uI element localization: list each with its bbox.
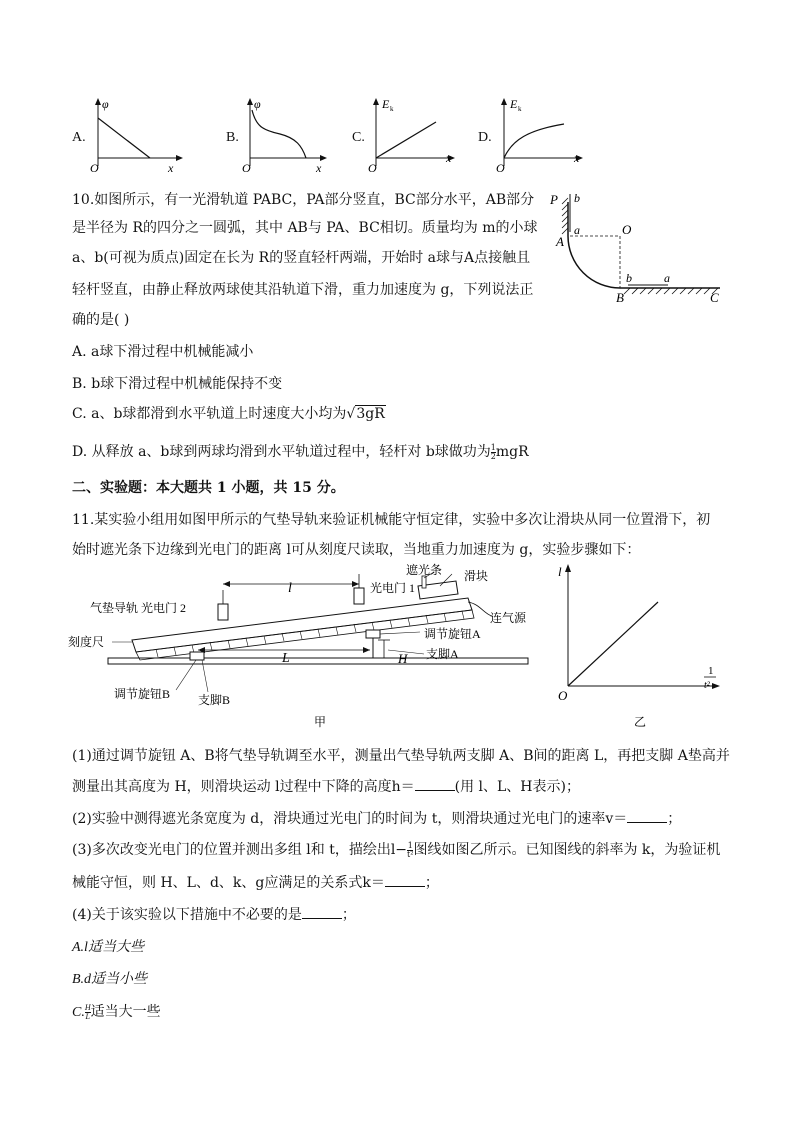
label-air-source: 连气源 — [490, 611, 527, 625]
fraction-denominator: L — [85, 1011, 90, 1021]
label-l: l — [288, 581, 292, 596]
label-o: O — [622, 222, 632, 237]
q11-intro-2: 始时遮光条下边缘到光电门的距离 l可从刻度尺读取，当地重力加速度为 g，实验步骤如下： — [72, 542, 641, 558]
q11-2-line — [72, 808, 681, 829]
q9-a-xaxis: x — [168, 161, 174, 175]
q10-option-d-text: D. 从释放 a、b球到两球均滑到水平轨道过程中，轻杆对 b球做功为 — [72, 444, 491, 460]
fraction-numerator: 1 — [407, 840, 413, 850]
q9-option-a-label: A. — [72, 130, 86, 145]
label-knob-b: 调节旋钮B — [114, 687, 171, 701]
label-b-bottom: b — [626, 271, 632, 285]
label-c: C — [710, 290, 719, 305]
q11-4-option-c-label: C. — [72, 1005, 85, 1020]
yi-xaxis-numerator: 1 — [708, 665, 714, 677]
q9-d-xaxis: x — [574, 151, 580, 165]
q10-option-c-radicand: 3gR — [356, 406, 385, 422]
q11-4-option-b: B.d适当小些 — [72, 972, 148, 987]
q11-2-suffix: ； — [667, 811, 682, 827]
label-slider: 滑块 — [464, 569, 489, 583]
q11-3-text-2: 械能守恒，则 H、L、d、k、g应满足的关系式k＝ — [72, 875, 385, 891]
q9-a-origin: O — [90, 161, 99, 175]
q10-option-c-text: C. a、b球都滑到水平轨道上时速度大小均为 — [72, 406, 347, 422]
q9-c-origin: O — [368, 161, 377, 175]
fraction-numerator: 1 — [490, 442, 496, 452]
yi-yaxis: l — [558, 564, 562, 579]
q11-1-line-2 — [72, 776, 580, 797]
label-big-l: L — [282, 651, 290, 666]
q9-c-xaxis: x — [446, 151, 452, 165]
label-a-point: A — [556, 234, 564, 249]
q9-option-b-label: B. — [226, 130, 239, 145]
q11-3-line-1 — [72, 840, 720, 860]
q9-option-c-graph — [366, 96, 466, 176]
label-a-bottom: a — [664, 271, 670, 285]
fraction-denominator: t² — [407, 849, 414, 859]
q11-3-text-cont: 图线如图乙所示。已知图线的斜率为 k，为验证机 — [413, 842, 721, 858]
q11-1-line-1: (1)通过调节旋钮 A、B将气垫导轨调至水平，测量出气垫导轨两支脚 A、B间的距离 L，再把支脚 A垫高并 — [72, 748, 730, 764]
fraction-denominator: 2 — [490, 451, 496, 461]
q11-4-suffix: ； — [341, 907, 356, 923]
q9-option-d-graph — [494, 96, 594, 176]
q11-2-text: (2)实验中测得遮光条宽度为 d，滑块通过光电门的时间为 t，则滑块通过光电门的速率v＝ — [72, 811, 628, 827]
l-vs-inverse-t2-graph — [554, 560, 734, 730]
q11-4-option-c-text: 适当大一些 — [90, 1004, 161, 1020]
label-b-point: B — [616, 290, 624, 305]
fraction-numerator: H — [84, 1002, 91, 1012]
label-h: H — [398, 651, 408, 666]
q11-4-option-c — [72, 1002, 161, 1023]
label-a-top: a — [574, 223, 580, 237]
q9-c-ysub: k — [390, 105, 394, 113]
q9-a-yaxis: φ — [102, 97, 109, 111]
q9-b-yaxis: φ — [254, 97, 261, 111]
q9-c-yaxis: E — [382, 97, 390, 111]
q11-4-answer-blank[interactable] — [302, 904, 342, 919]
q11-1-answer-blank[interactable] — [415, 776, 455, 791]
label-fig-yi: 乙 — [634, 715, 647, 729]
label-photogate-1: 光电门 1 — [370, 581, 416, 595]
q10-track-diagram — [540, 188, 730, 312]
sqrt-sign: √ — [346, 406, 356, 422]
section-2-title: 二、实验题：本大题共 1 小题，共 15 分。 — [72, 480, 345, 496]
q11-3-answer-blank[interactable] — [385, 872, 425, 887]
q9-d-yaxis: E — [510, 97, 518, 111]
q9-option-b-graph — [240, 96, 340, 176]
label-rail-photogate-2: 气垫导轨 光电门 2 — [90, 601, 187, 615]
q10-line-1: 10.如图所示，有一光滑轨道 PABC，PA部分竖直，BC部分水平，AB部分 — [72, 192, 535, 208]
q10-line-3: a、b(可视为质点)固定在长为 R的竖直轻杆两端，开始时 a球与A点接触且 — [72, 250, 531, 266]
q10-line-2: 是半径为 R的四分之一圆弧，其中 AB与 PA、BC相切。质量均为 m的小球 — [72, 220, 538, 236]
q11-2-answer-blank[interactable] — [627, 808, 667, 823]
q10-option-d-unit: mgR — [495, 444, 529, 460]
label-knob-a: 调节旋钮A — [424, 627, 481, 641]
q10-option-a: A. a球下滑过程中机械能减小 — [72, 344, 254, 360]
q11-3-line-2 — [72, 872, 439, 893]
q10-option-d — [72, 442, 529, 462]
q10-option-c — [72, 404, 386, 424]
q11-4-line — [72, 904, 356, 925]
q9-option-a-graph — [88, 96, 188, 176]
q11-4-option-a: A.l适当大些 — [72, 940, 144, 955]
q9-b-xaxis: x — [316, 161, 322, 175]
q11-3-text: (3)多次改变光电门的位置并测出多组 l和 t，描绘出l− — [72, 842, 408, 858]
label-ruler: 刻度尺 — [68, 635, 105, 649]
label-foot-b: 支脚B — [198, 693, 231, 707]
q10-line-4: 轻杆竖直，由静止释放两球使其沿轨道下滑，重力加速度为 g，下列说法正 — [72, 282, 534, 298]
q11-1-text: 测量出其高度为 H，则滑块运动 l过程中下降的高度h＝ — [72, 779, 415, 795]
q10-line-5: 确的是( ) — [72, 312, 130, 328]
air-track-diagram — [68, 560, 548, 730]
q9-option-d-label: D. — [478, 130, 492, 145]
q9-d-ysub: k — [518, 105, 522, 113]
q11-3-suffix: ； — [424, 875, 439, 891]
label-foot-a: 支脚A — [426, 647, 459, 661]
label-fig-jia: 甲 — [314, 715, 327, 729]
label-p: P — [550, 192, 558, 207]
label-b-top: b — [574, 191, 580, 205]
label-shade-strip: 遮光条 — [406, 563, 443, 577]
yi-xaxis-denominator: t² — [704, 680, 710, 691]
q9-option-c-label: C. — [352, 130, 365, 145]
q11-1-suffix: (用 l、L、H表示)； — [454, 779, 580, 795]
q10-option-b: B. b球下滑过程中机械能保持不变 — [72, 376, 283, 392]
yi-origin: O — [558, 688, 568, 703]
q9-d-origin: O — [496, 161, 505, 175]
q11-intro-1: 11.某实验小组用如图甲所示的气垫导轨来验证机械能守恒定律，实验中多次让滑块从同一位置滑下，初 — [72, 512, 711, 528]
q9-b-origin: O — [242, 161, 251, 175]
q11-4-text: (4)关于该实验以下措施中不必要的是 — [72, 907, 302, 923]
